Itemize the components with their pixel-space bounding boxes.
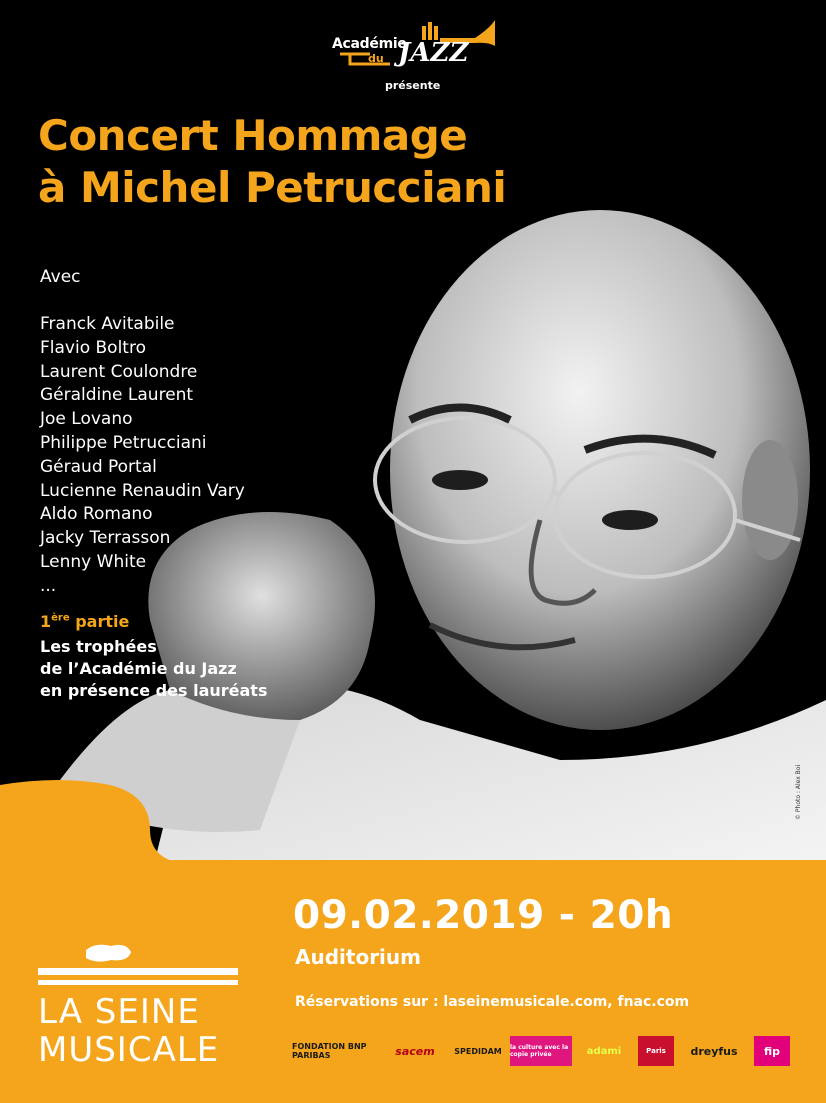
artist-item: Flavio Boltro [40, 337, 146, 358]
event-date: 09.02.2019 - 20h [293, 893, 674, 938]
sponsor-logo: adami [586, 1045, 622, 1057]
sponsor-logo: SPEDIDAM [454, 1046, 502, 1056]
academie-logo-du: du [368, 52, 384, 65]
avec-label: Avec [40, 267, 81, 287]
artist-item: Lenny White [40, 551, 147, 572]
first-part-line-2: de l’Académie du Jazz [40, 659, 237, 678]
first-part-number: 1 [40, 612, 52, 631]
sponsor-logo: la culture avec la copie privée [510, 1036, 572, 1066]
artist-item: Franck Avitabile [40, 314, 175, 334]
seine-logo-line-1: LA SEINE [38, 992, 200, 1032]
artist-item: Géraldine Laurent [40, 385, 194, 406]
first-part-heading [40, 612, 129, 631]
first-part-ordinal: ère [51, 612, 70, 624]
reservations-info: Réservations sur : laseinemusicale.com, fnac.com [295, 994, 690, 1010]
sponsor-logo: fip [754, 1036, 790, 1066]
sponsor-logo: FONDATION BNP PARIBAS [292, 1042, 367, 1060]
title-line-1: Concert Hommage [38, 111, 468, 160]
first-part-description [40, 636, 267, 702]
artist-item: Philippe Petrucciani [40, 432, 207, 453]
photo-credit: © Photo : Alex Boi [795, 764, 802, 820]
artist-item: Lucienne Renaudin Vary [40, 480, 245, 501]
artist-item: Joe Lovano [40, 409, 133, 430]
sponsor-logo: sacem [395, 1044, 435, 1058]
sponsor-logos [292, 1036, 802, 1070]
artist-item: Géraud Portal [40, 456, 157, 477]
sponsor-logo: dreyfus [690, 1044, 738, 1058]
artists-list [40, 313, 245, 599]
page-title [38, 110, 506, 214]
presente-label: présente [385, 79, 441, 92]
academie-logo-jazz: JAZZ [398, 38, 469, 68]
event-venue: Auditorium [295, 945, 421, 969]
artist-item: Jacky Terrasson [40, 528, 171, 549]
first-part-line-3: en présence des lauréats [40, 681, 268, 700]
academie-logo-text: Académie [332, 36, 407, 52]
artist-item-ellipsis: ... [40, 575, 57, 596]
first-part-label: partie [69, 612, 130, 631]
first-part-line-1: Les trophées [40, 637, 157, 656]
artist-item: Laurent Coulondre [40, 361, 198, 382]
artist-item: Aldo Romano [40, 504, 153, 525]
sponsor-logo: Paris [638, 1036, 674, 1066]
title-line-2: à Michel Petrucciani [38, 163, 507, 212]
seine-logo-line-2: MUSICALE [38, 1030, 220, 1070]
